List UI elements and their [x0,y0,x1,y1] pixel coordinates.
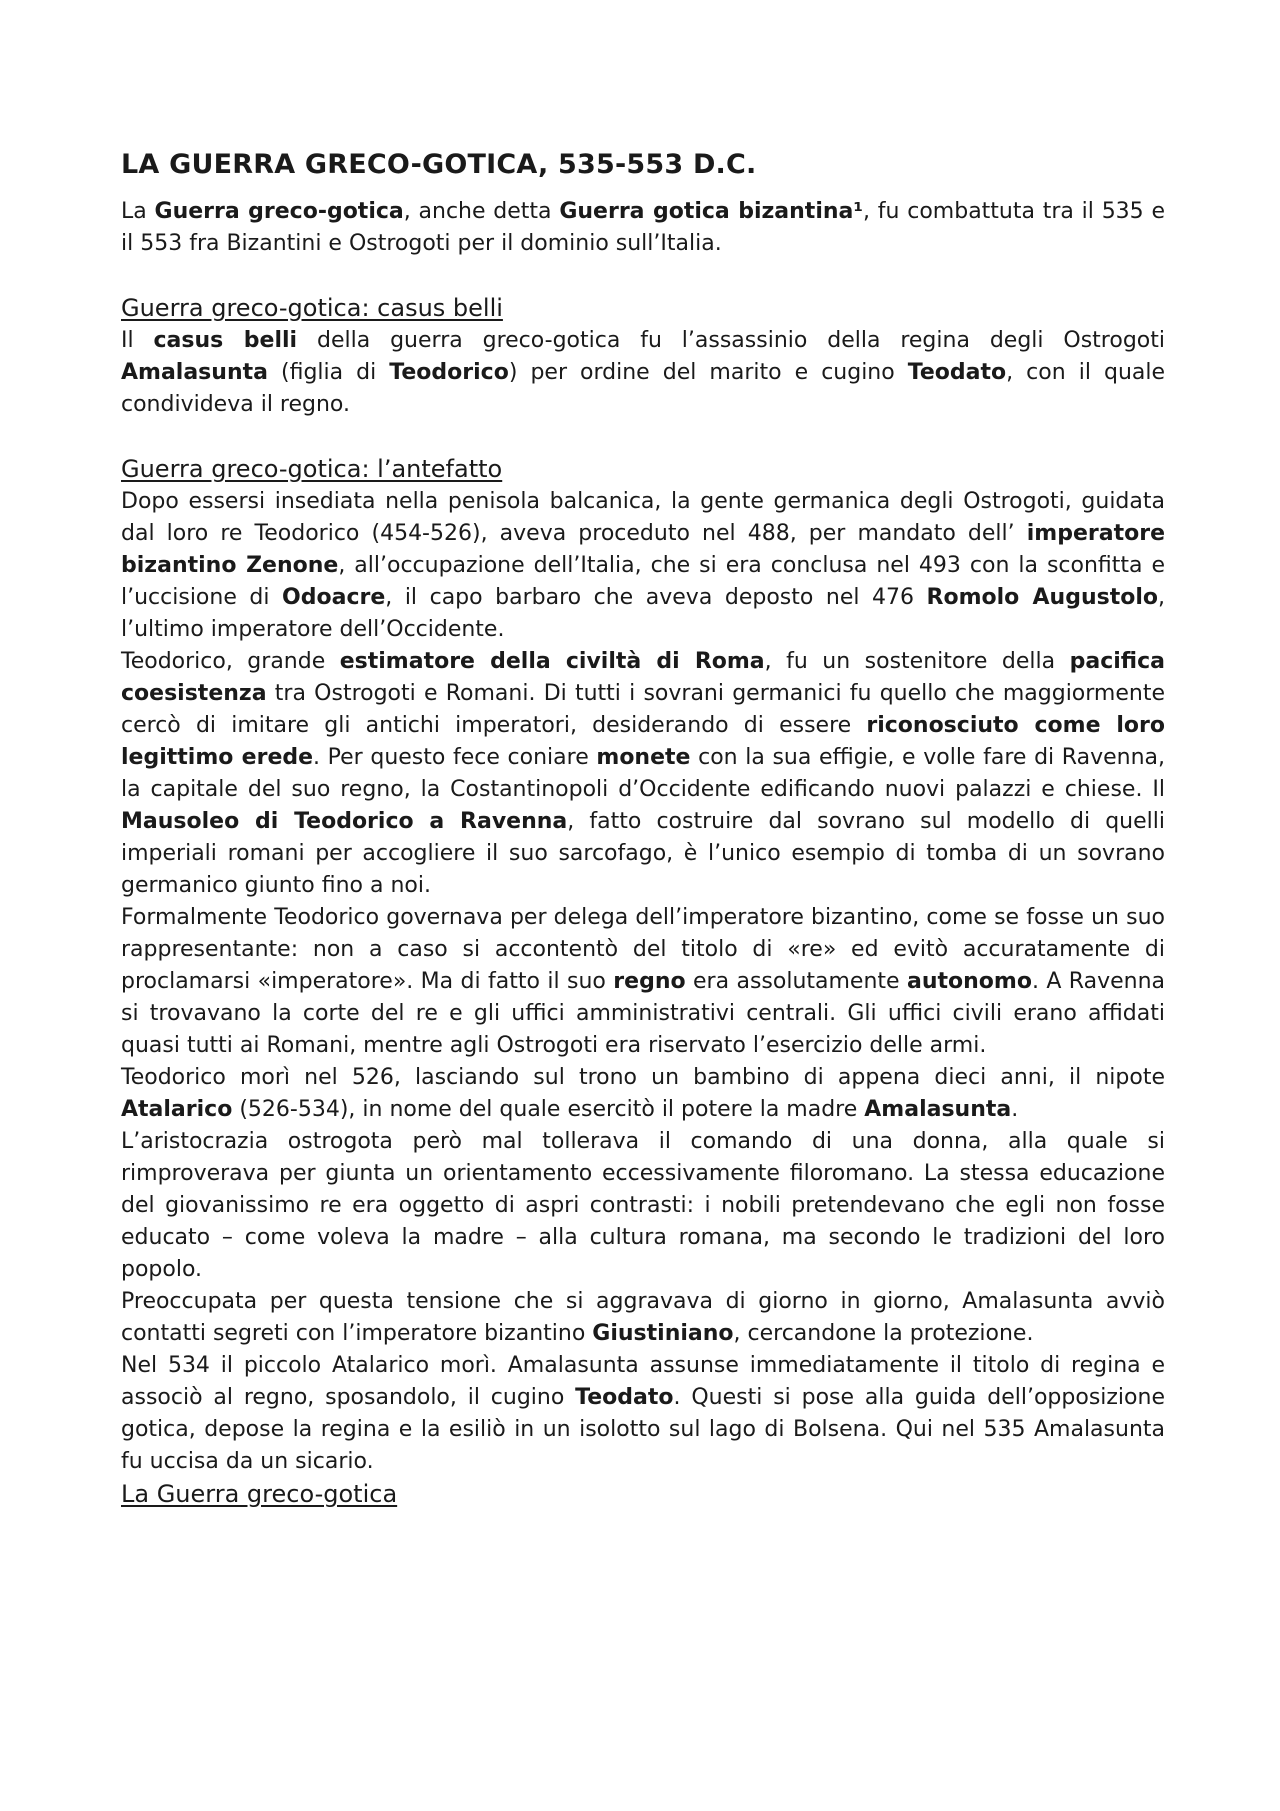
antefatto-paragraph-7: Nel 534 il piccolo Atalarico morì. Amalasunta assunse immediatamente il titolo di regina e associò al regno, sposandolo, il cugino Teodato. Questi si pose alla guida dell’opposizione gotica, depose la regina e la esiliò in un isolotto sul lago di Bolsena. Qui nel 535 Amalasunta fu uccisa da un sicario. [121,1353,1165,1474]
antefatto-paragraph-1: Dopo essersi insediata nella penisola balcanica, la gente germanica degli Ostrogoti, guidata dal loro re Teodorico (454-526), aveva proceduto nel 488, per mandato dell’ imperatore bizantino Zenone, all’occupazione dell’Italia, che si era conclusa nel 493 con la sconfitta e l’uccisione di Odoacre, il capo barbaro che aveva deposto nel 476 Romolo Augustolo, l’ultimo imperatore dell’Occidente. [121,489,1166,642]
section-heading-antefatto: Guerra greco-gotica: l’antefatto [121,455,503,483]
section-heading-guerra: La Guerra greco-gotica [121,1480,398,1508]
section-heading-casus-belli: Guerra greco-gotica: casus belli [121,294,503,322]
spacer [121,260,1165,292]
document-page [121,148,1165,1511]
spacer [121,421,1165,453]
antefatto-paragraph-5: L’aristocrazia ostrogota però mal tollerava il comando di una donna, alla quale si rimproverava per giunta un orientamento eccessivamente filoromano. La stessa educazione del giovanissimo re era oggetto di aspri contrasti: i nobili pretendevano che egli non fosse educato – come voleva la madre – alla cultura romana, ma secondo le tradizioni del loro popolo. [121,1129,1165,1282]
antefatto-paragraph-4: Teodorico morì nel 526, lasciando sul trono un bambino di appena dieci anni, il nipote Atalarico (526-534), in nome del quale esercitò il potere la madre Amalasunta. [121,1065,1165,1122]
intro-paragraph: La Guerra greco-gotica, anche detta Guerra gotica bizantina¹, fu combattuta tra il 535 e il 553 fra Bizantini e Ostrogoti per il dominio sull’Italia. [121,199,1165,256]
casus-belli-paragraph: Il casus belli della guerra greco-gotica fu l’assassinio della regina degli Ostrogoti Amalasunta (figlia di Teodorico) per ordine del marito e cugino Teodato, con il quale condivideva il regno. [121,328,1166,417]
page-title: LA GUERRA GRECO-GOTICA, 535-553 D.C. [121,149,757,180]
antefatto-paragraph-6: Preoccupata per questa tensione che si aggravava di giorno in giorno, Amalasunta avviò contatti segreti con l’imperatore bizantino Giustiniano, cercandone la protezione. [121,1289,1165,1346]
antefatto-paragraph-2: Teodorico, grande estimatore della civiltà di Roma, fu un sostenitore della pacifica coesistenza tra Ostrogoti e Romani. Di tutti i sovrani germanici fu quello che maggiormente cercò di imitare gli antichi imperatori, desiderando di essere riconosciuto come loro legittimo erede. Per questo fece coniare monete con la sua effigie, e volle fare di Ravenna, la capitale del suo regno, la Costantinopoli d’Occidente edificando nuovi palazzi e chiese. Il Mausoleo di Teodorico a Ravenna, fatto costruire dal sovrano sul modello di quelli imperiali romani per accogliere il suo sarcofago, è l’unico esempio di tomba di un sovrano germanico giunto fino a noi. [121,649,1165,898]
antefatto-paragraph-3: Formalmente Teodorico governava per delega dell’imperatore bizantino, come se fosse un suo rappresentante: non a caso si accontentò del titolo di «re» ed evitò accuratamente di proclamarsi «imperatore». Ma di fatto il suo regno era assolutamente autonomo. A Ravenna si trovavano la corte del re e gli uffici amministrativi centrali. Gli uffici civili erano affidati quasi tutti ai Romani, mentre agli Ostrogoti era riservato l’esercizio delle armi. [121,905,1165,1058]
